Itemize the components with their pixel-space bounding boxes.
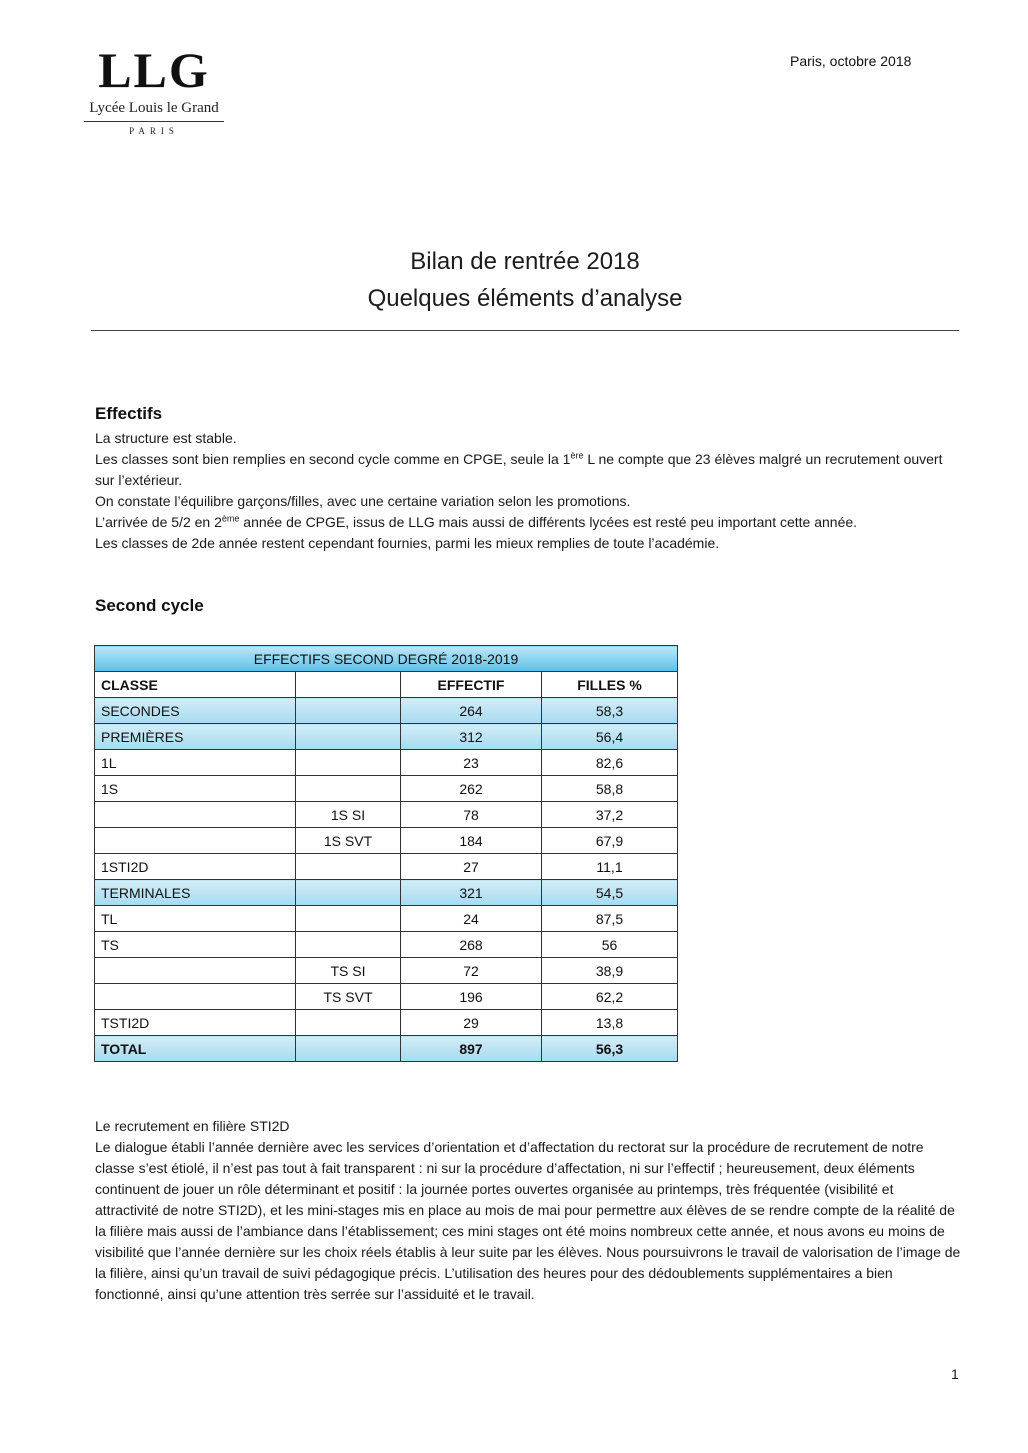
table-cell: TOTAL — [95, 1036, 296, 1062]
table-cell: 27 — [401, 854, 542, 880]
effectifs-paragraph: Les classes de 2de année restent cependant fournies, parmi les mieux remplies de toute l’académie. — [95, 535, 720, 551]
section-heading-effectifs: Effectifs — [95, 404, 163, 423]
table-cell: 23 — [401, 750, 542, 776]
sti2d-heading: Le recrutement en filière STI2D — [95, 1118, 290, 1134]
effectifs-text — [95, 428, 961, 554]
table-row — [95, 1010, 678, 1036]
column-header: EFFECTIF — [401, 672, 542, 698]
table-cell: 82,6 — [542, 750, 678, 776]
table-row — [95, 802, 678, 828]
table-cell: PREMIÈRES — [95, 724, 296, 750]
table-cell: 268 — [401, 932, 542, 958]
table-cell: 78 — [401, 802, 542, 828]
table-cell: TSTI2D — [95, 1010, 296, 1036]
table-cell: TL — [95, 906, 296, 932]
school-logo — [78, 44, 230, 138]
table-cell: SECONDES — [95, 698, 296, 724]
table-cell: 67,9 — [542, 828, 678, 854]
table-cell: 87,5 — [542, 906, 678, 932]
table-cell: TERMINALES — [95, 880, 296, 906]
table-cell: 58,3 — [542, 698, 678, 724]
table-cell: 184 — [401, 828, 542, 854]
section-heading-second-cycle: Second cycle — [95, 596, 204, 615]
table-cell: 11,1 — [542, 854, 678, 880]
table-cell — [95, 984, 296, 1010]
table-cell — [296, 932, 401, 958]
table-cell: 1L — [95, 750, 296, 776]
table-cell — [296, 854, 401, 880]
logo-acronym: LLG — [98, 42, 210, 98]
logo-school-name: Lycée Louis le Grand — [89, 100, 219, 116]
table-cell: 54,5 — [542, 880, 678, 906]
table-cell — [95, 828, 296, 854]
title-divider — [91, 330, 959, 331]
column-header: CLASSE — [95, 672, 296, 698]
column-header — [296, 672, 401, 698]
effectifs-paragraph: L’arrivée de 5/2 en 2ème année de CPGE, issus de LLG mais aussi de différents lycées est resté peu important cette année. — [95, 513, 858, 530]
table-cell: 13,8 — [542, 1010, 678, 1036]
table-cell: TS SI — [296, 958, 401, 984]
table-row — [95, 880, 678, 906]
table-cell: 897 — [401, 1036, 542, 1062]
table-cell: TS — [95, 932, 296, 958]
document-date: Paris, octobre 2018 — [790, 53, 912, 69]
table-cell — [296, 880, 401, 906]
table-row — [95, 828, 678, 854]
document-title: Bilan de rentrée 2018 — [410, 248, 640, 275]
effectifs-paragraph: Les classes sont bien remplies en second cycle comme en CPGE, seule la 1ère L ne compte que 23 élèves malgré un recrutement ouvert sur l’extérieur. — [95, 450, 943, 488]
table-row — [95, 906, 678, 932]
table-cell — [296, 698, 401, 724]
table-cell — [296, 776, 401, 802]
table-row — [95, 932, 678, 958]
table-cell: 58,8 — [542, 776, 678, 802]
table-cell: 1S — [95, 776, 296, 802]
column-header: FILLES % — [542, 672, 678, 698]
table-cell: 321 — [401, 880, 542, 906]
table-cell: 29 — [401, 1010, 542, 1036]
logo-divider — [84, 121, 224, 122]
table-cell: 38,9 — [542, 958, 678, 984]
table-cell: 56 — [542, 932, 678, 958]
table-row — [95, 958, 678, 984]
table-caption: EFFECTIFS SECOND DEGRÉ 2018-2019 — [95, 646, 678, 672]
table-cell: 72 — [401, 958, 542, 984]
table-cell: 62,2 — [542, 984, 678, 1010]
table-row — [95, 724, 678, 750]
table-cell — [296, 906, 401, 932]
table-cell — [296, 1036, 401, 1062]
table-cell: TS SVT — [296, 984, 401, 1010]
logo-city: PARIS — [129, 126, 179, 136]
effectifs-paragraph: La structure est stable. — [95, 430, 237, 446]
table-cell: 264 — [401, 698, 542, 724]
effectifs-paragraph: On constate l’équilibre garçons/filles, avec une certaine variation selon les promotions. — [95, 493, 631, 509]
table-cell: 37,2 — [542, 802, 678, 828]
table-row — [95, 776, 678, 802]
table-cell: 312 — [401, 724, 542, 750]
table-total-row — [95, 1036, 678, 1062]
document-subtitle: Quelques éléments d’analyse — [367, 285, 683, 312]
table-cell: 196 — [401, 984, 542, 1010]
table-cell — [95, 958, 296, 984]
table-row — [95, 854, 678, 880]
sti2d-body: Le dialogue établi l’année dernière avec les services d’orientation et d’affectation du rectorat sur la procédure de recrutement de notre classe s’est étiolé, il n’est pas tout à fait transparent : ni sur la procédure d’affectation, ni sur l’effectif ; heureusement, deux éléments continuent de jouer un rôle déterminant et positif : la journée portes ouvertes organisée au printemps, très fréquentée (visibilité et attractivité de notre STI2D), et les mini-stages mis en place au mois de mai pour permettre aux élèves de se rendre compte de la réalité de la filière mais aussi de l’ambiance dans l’établissement; ces mini stages ont été moins nombreux cette année, et nous avons eu moins de visibilité que l’année dernière sur les choix réels établis à leur suite par les élèves. Nous poursuivrons le travail de valorisation de l’image de la filière, ainsi qu’un travail de suivi pédagogique précis. L’utilisation des heures pour des dédoublements supplémentaires a bien fonctionné, ainsi qu’une attention très serrée sur l’assiduité et le travail. — [95, 1139, 961, 1302]
sti2d-section — [95, 1116, 961, 1305]
table-row — [95, 984, 678, 1010]
table-cell: 1S SVT — [296, 828, 401, 854]
table-cell — [296, 750, 401, 776]
table-row — [95, 750, 678, 776]
table-cell — [95, 802, 296, 828]
table-cell — [296, 1010, 401, 1036]
page-number: 1 — [951, 1366, 959, 1382]
table-cell: 24 — [401, 906, 542, 932]
table-cell — [296, 724, 401, 750]
table-cell: 56,3 — [542, 1036, 678, 1062]
table-cell: 1S SI — [296, 802, 401, 828]
table-cell: 56,4 — [542, 724, 678, 750]
table-cell: 262 — [401, 776, 542, 802]
enrollment-table — [94, 645, 678, 1062]
table-cell: 1STI2D — [95, 854, 296, 880]
table-row — [95, 698, 678, 724]
